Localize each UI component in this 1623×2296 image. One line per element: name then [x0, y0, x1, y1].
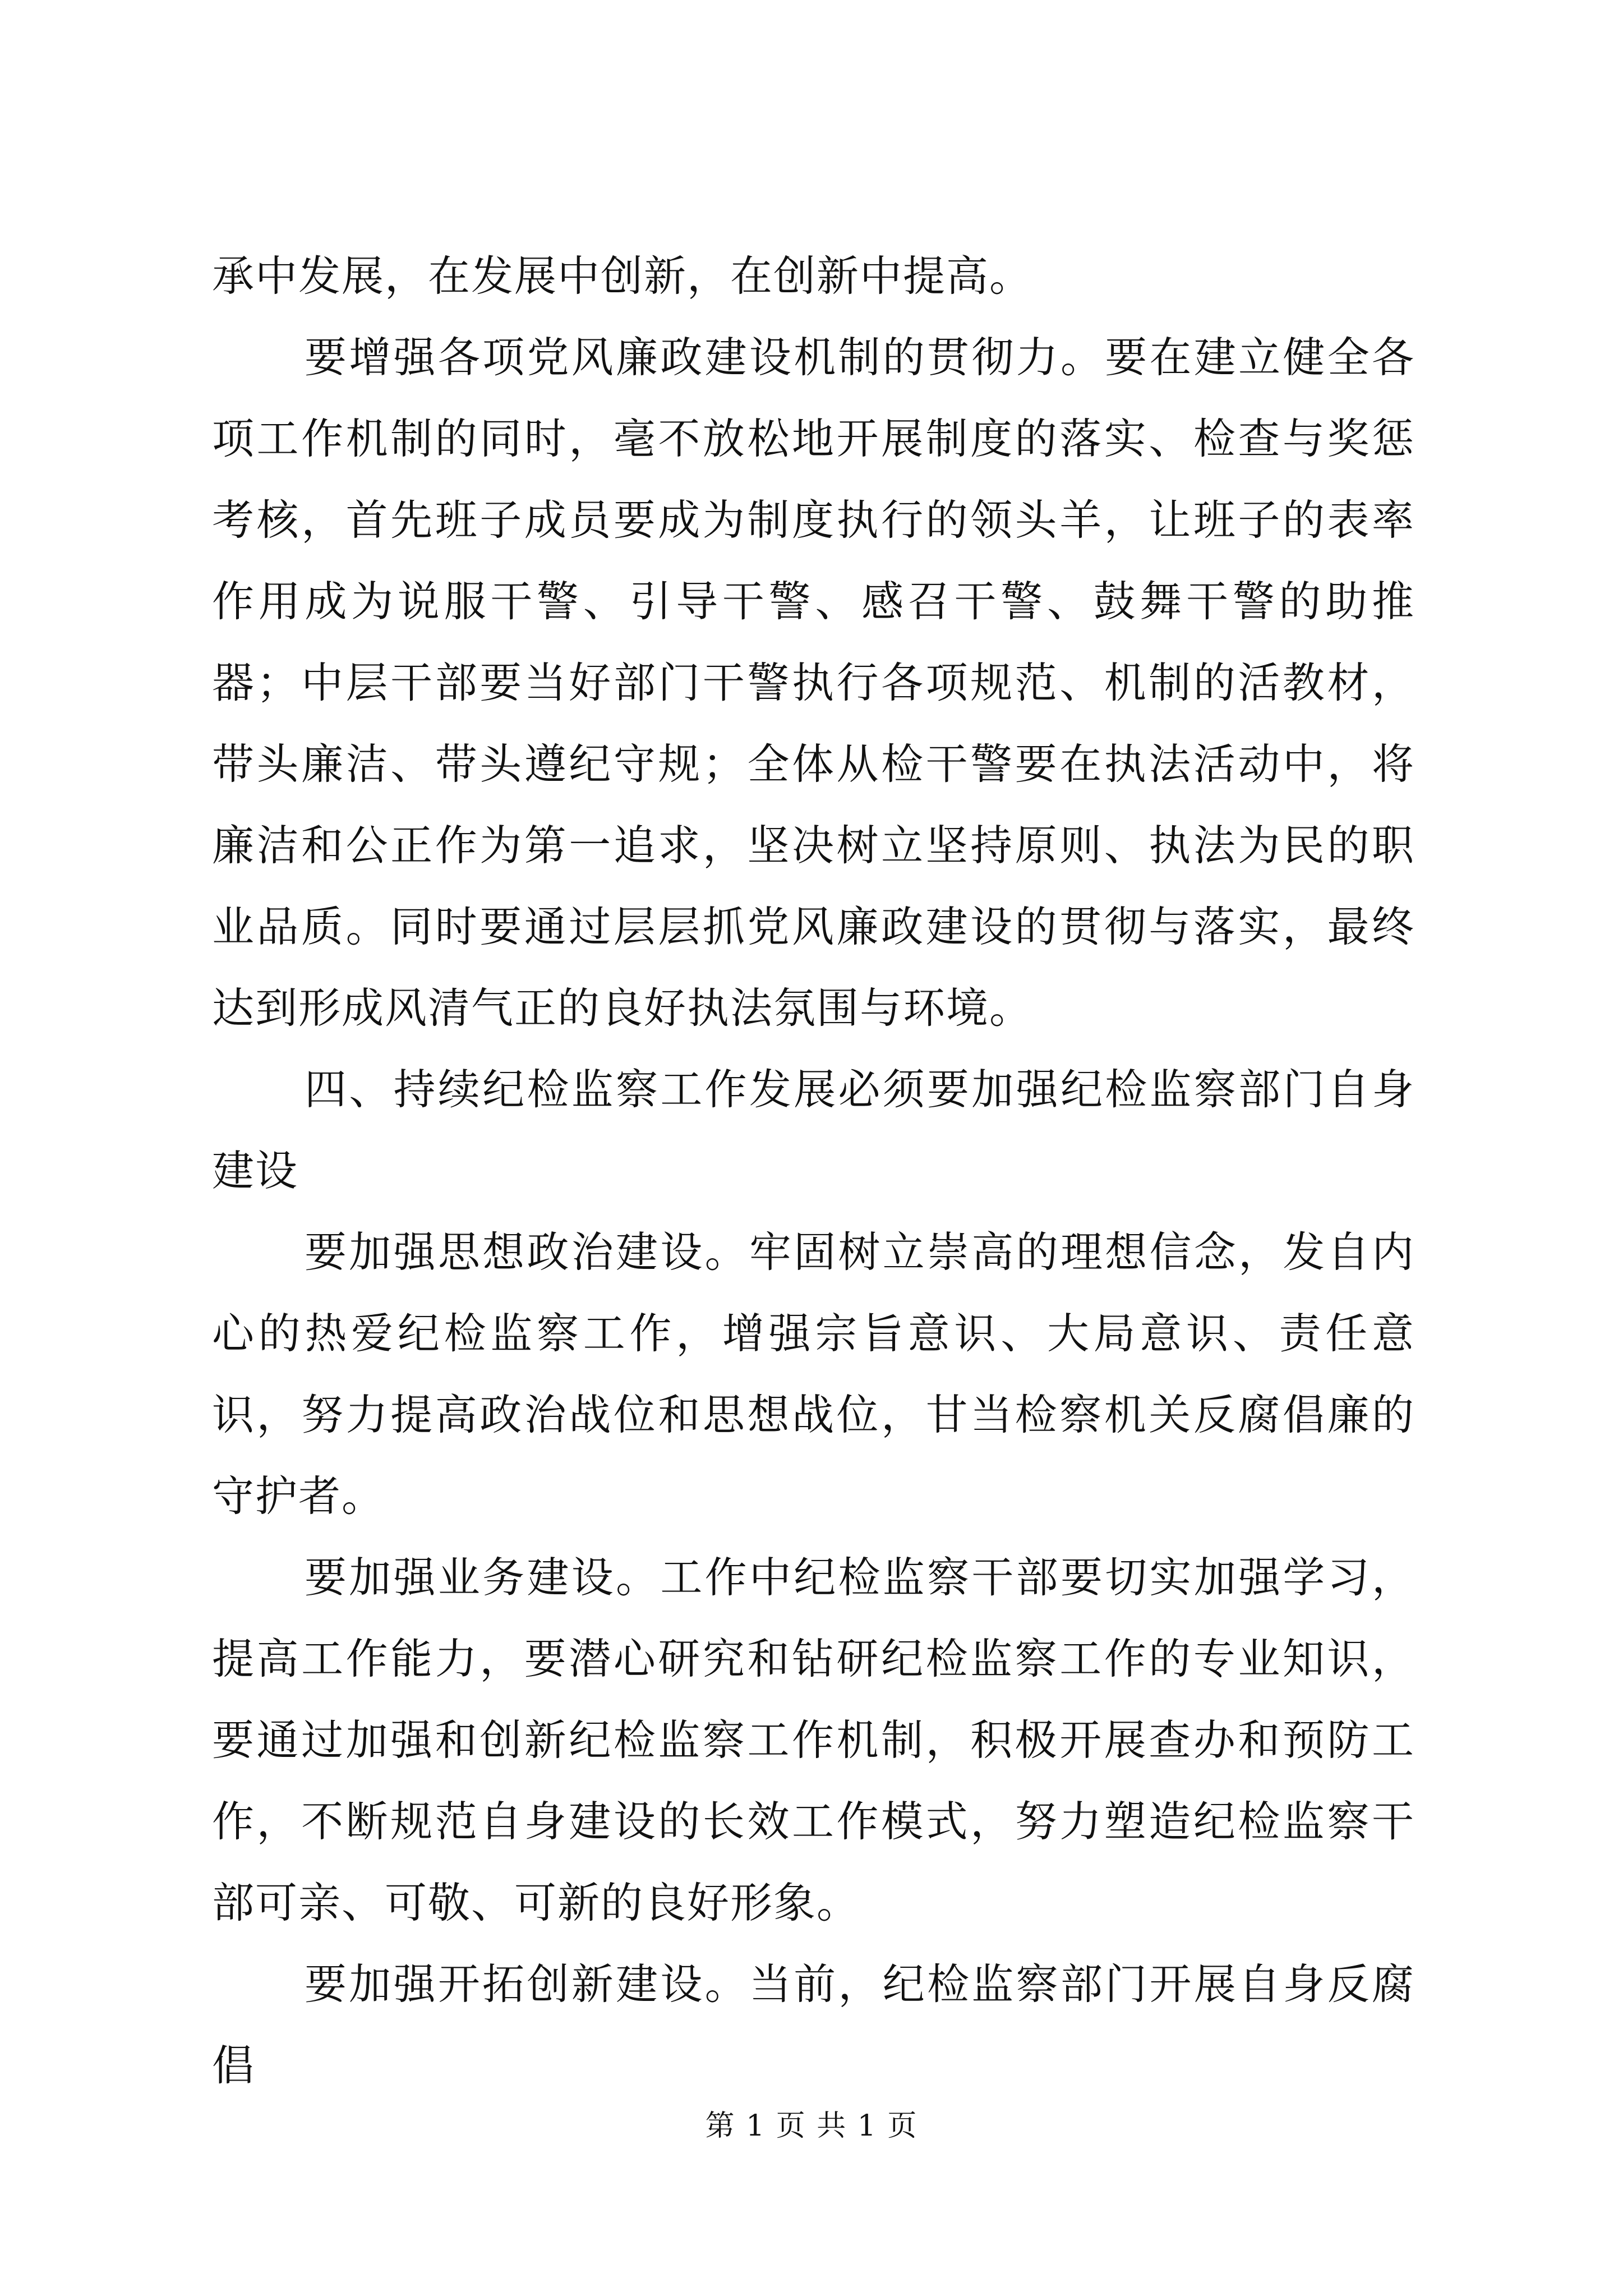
- page-number: 第 1 页 共 1 页: [705, 2109, 918, 2143]
- page-footer: [0, 2106, 1623, 2146]
- paragraph-mechanism: 要增强各项党风廉政建设机制的贯彻力。要在建立健全各项工作机制的同时，毫不放松地开展制度的落实、检查与奖惩考核，首先班子成员要成为制度执行的领头羊，让班子的表率作用成为说服干警、引导干警、感召干警、鼓舞干警的助推器；中层干部要当好部门干警执行各项规范、机制的活教材，带头廉洁、带头遵纪守规；全体从检干警要在执法活动中，将廉洁和公正作为第一追求，坚决树立坚持原则、执法为民的职业品质。同时要通过层层抓党风廉政建设的贯彻与落实，最终达到形成风清气正的良好执法氛围与环境。: [212, 333, 1415, 1033]
- section-heading-four: 四、持续纪检监察工作发展必须要加强纪检监察部门自身建设: [212, 1065, 1415, 1195]
- paragraph-business-building: 要加强业务建设。工作中纪检监察干部要切实加强学习，提高工作能力，要潜心研究和钻研纪检监察工作的专业知识，要通过加强和创新纪检监察工作机制，积极开展查办和预防工作，不断规范自身建设的长效工作模式，努力塑造纪检监察干部可亲、可敬、可新的良好形象。: [212, 1553, 1415, 1927]
- document-body: [212, 236, 1415, 2106]
- paragraph-political-building: 要加强思想政治建设。牢固树立崇高的理想信念，发自内心的热爱纪检监察工作，增强宗旨意识、大局意识、责任意识，努力提高政治战位和思想战位，甘当检察机关反腐倡廉的守护者。: [212, 1227, 1415, 1521]
- paragraph-innovation-building: 要加强开拓创新建设。当前，纪检监察部门开展自身反腐倡: [212, 1959, 1415, 2090]
- paragraph-continuation: 承中发展，在发展中创新，在创新中提高。: [212, 251, 1033, 301]
